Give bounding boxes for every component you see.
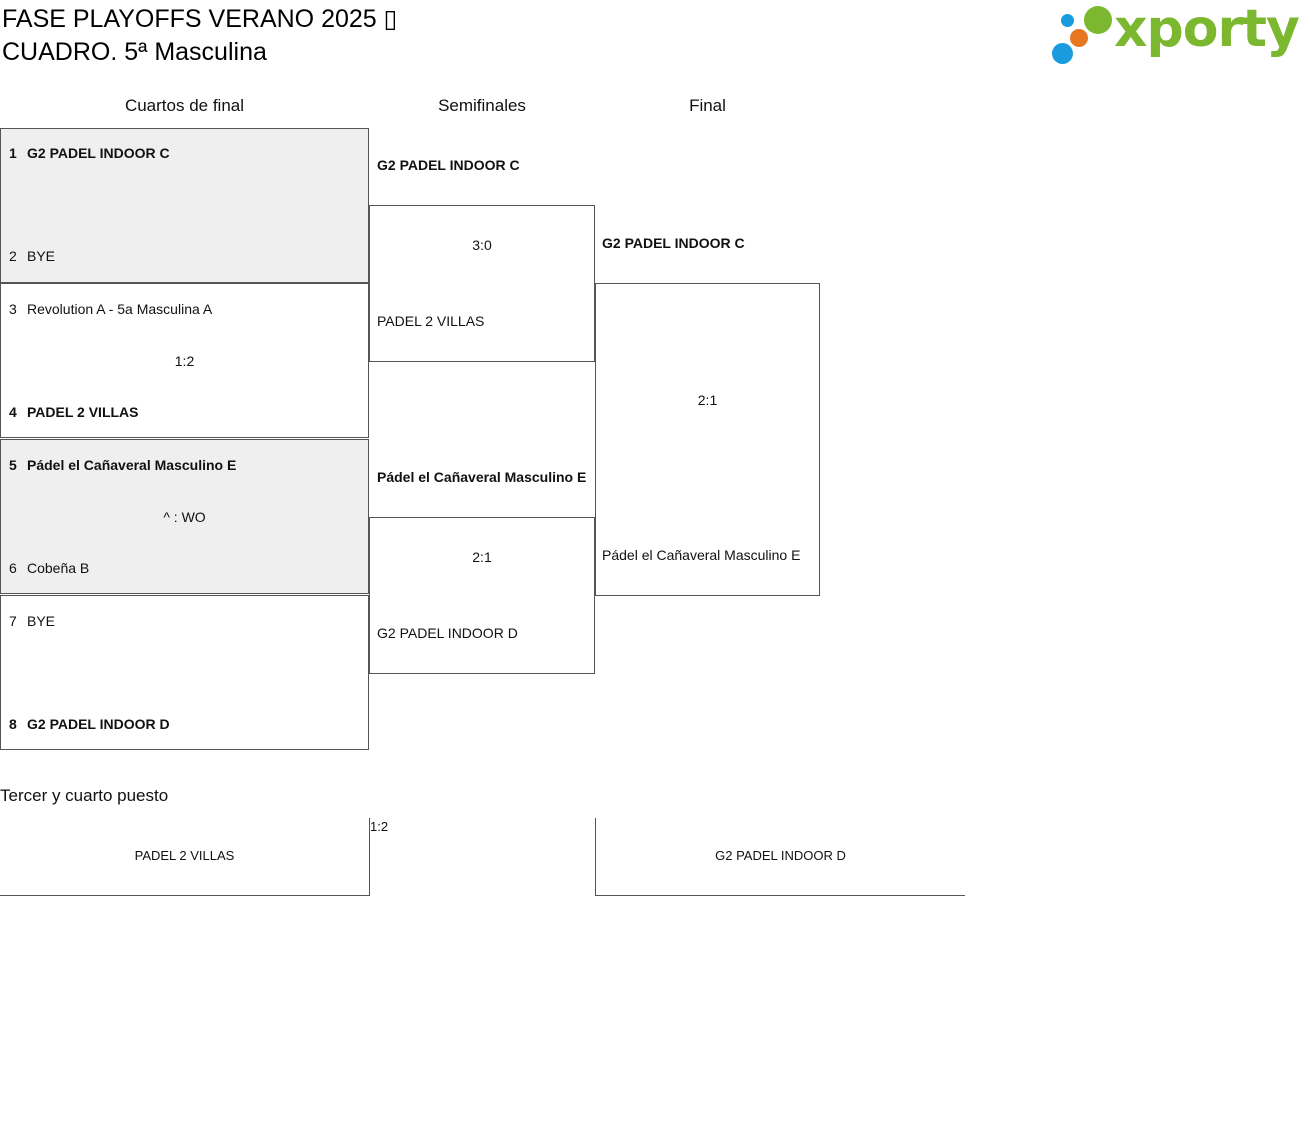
- seed-number: 7: [9, 613, 17, 629]
- match-score: 3:0: [472, 237, 492, 253]
- logo-dot-orange-icon: [1070, 29, 1088, 47]
- match-score: 2:1: [472, 549, 492, 565]
- xporty-logo[interactable]: [1050, 0, 1299, 66]
- seed-number: 6: [9, 560, 17, 576]
- third-place-title: Tercer y cuarto puesto: [0, 786, 169, 805]
- third-place-right-team: G2 PADEL INDOOR D: [715, 848, 846, 863]
- seed-number: 5: [9, 457, 17, 473]
- seed-number: 3: [9, 301, 17, 317]
- team-name: G2 PADEL INDOOR D: [27, 716, 170, 732]
- third-place-left-team: PADEL 2 VILLAS: [134, 848, 235, 863]
- logo-dot-green-icon: [1084, 6, 1112, 34]
- quarterfinal-match-3[interactable]: [0, 439, 369, 594]
- sf2-top-team: Pádel el Cañaveral Masculino E: [377, 469, 587, 485]
- round-heading-quarterfinals: Cuartos de final: [124, 96, 245, 115]
- final-top-team: G2 PADEL INDOOR C: [602, 235, 745, 251]
- third-place-right-slot[interactable]: [595, 818, 965, 896]
- page-title: [2, 3, 397, 69]
- qf2-bottom-row: [9, 404, 139, 420]
- round-heading-semifinals: Semifinales: [438, 96, 526, 115]
- quarterfinal-match-4[interactable]: [0, 595, 369, 750]
- title-line-1: FASE PLAYOFFS VERANO 2025 ▯: [2, 5, 398, 33]
- quarterfinal-match-1[interactable]: [0, 128, 369, 283]
- qf3-top-row: [9, 457, 236, 473]
- sf1-bottom-team: PADEL 2 VILLAS: [377, 313, 485, 329]
- third-place-score: 1:2: [370, 819, 389, 834]
- third-place-left-slot[interactable]: [0, 818, 370, 896]
- team-name: BYE: [27, 248, 56, 264]
- qf3-bottom-row: [9, 560, 89, 576]
- semifinal-match-2[interactable]: [369, 517, 595, 674]
- qf1-top-row: [9, 145, 170, 161]
- semifinal-match-1[interactable]: [369, 205, 595, 362]
- team-name: Pádel el Cañaveral Masculino E: [27, 457, 237, 473]
- team-name: G2 PADEL INDOOR C: [27, 145, 170, 161]
- logo-text: xporty: [1114, 0, 1299, 59]
- team-name: Revolution A - 5a Masculina A: [27, 301, 213, 317]
- team-name: BYE: [27, 613, 56, 629]
- final-bottom-team: Pádel el Cañaveral Masculino E: [602, 547, 801, 563]
- seed-number: 1: [9, 145, 17, 161]
- sf1-top-team: G2 PADEL INDOOR C: [377, 157, 520, 173]
- seed-number: 2: [9, 248, 17, 264]
- qf2-top-row: [9, 301, 212, 317]
- match-score: 2:1: [697, 392, 718, 408]
- seed-number: 4: [9, 404, 17, 420]
- quarterfinal-match-2[interactable]: [0, 283, 369, 438]
- team-name: Cobeña B: [27, 560, 90, 576]
- match-score: ^ : WO: [163, 509, 206, 525]
- logo-dot-blue-small-icon: [1061, 14, 1074, 27]
- qf1-bottom-row: [9, 248, 55, 264]
- sf2-bottom-team: G2 PADEL INDOOR D: [377, 625, 518, 641]
- round-heading-final: Final: [689, 96, 726, 115]
- qf4-top-row: [9, 613, 55, 629]
- title-line-2: CUADRO. 5ª Masculina: [2, 38, 267, 66]
- team-name: PADEL 2 VILLAS: [27, 404, 139, 420]
- match-score: 1:2: [174, 353, 195, 369]
- seed-number: 8: [9, 716, 17, 732]
- qf4-bottom-row: [9, 716, 170, 732]
- logo-dot-blue-large-icon: [1052, 43, 1073, 64]
